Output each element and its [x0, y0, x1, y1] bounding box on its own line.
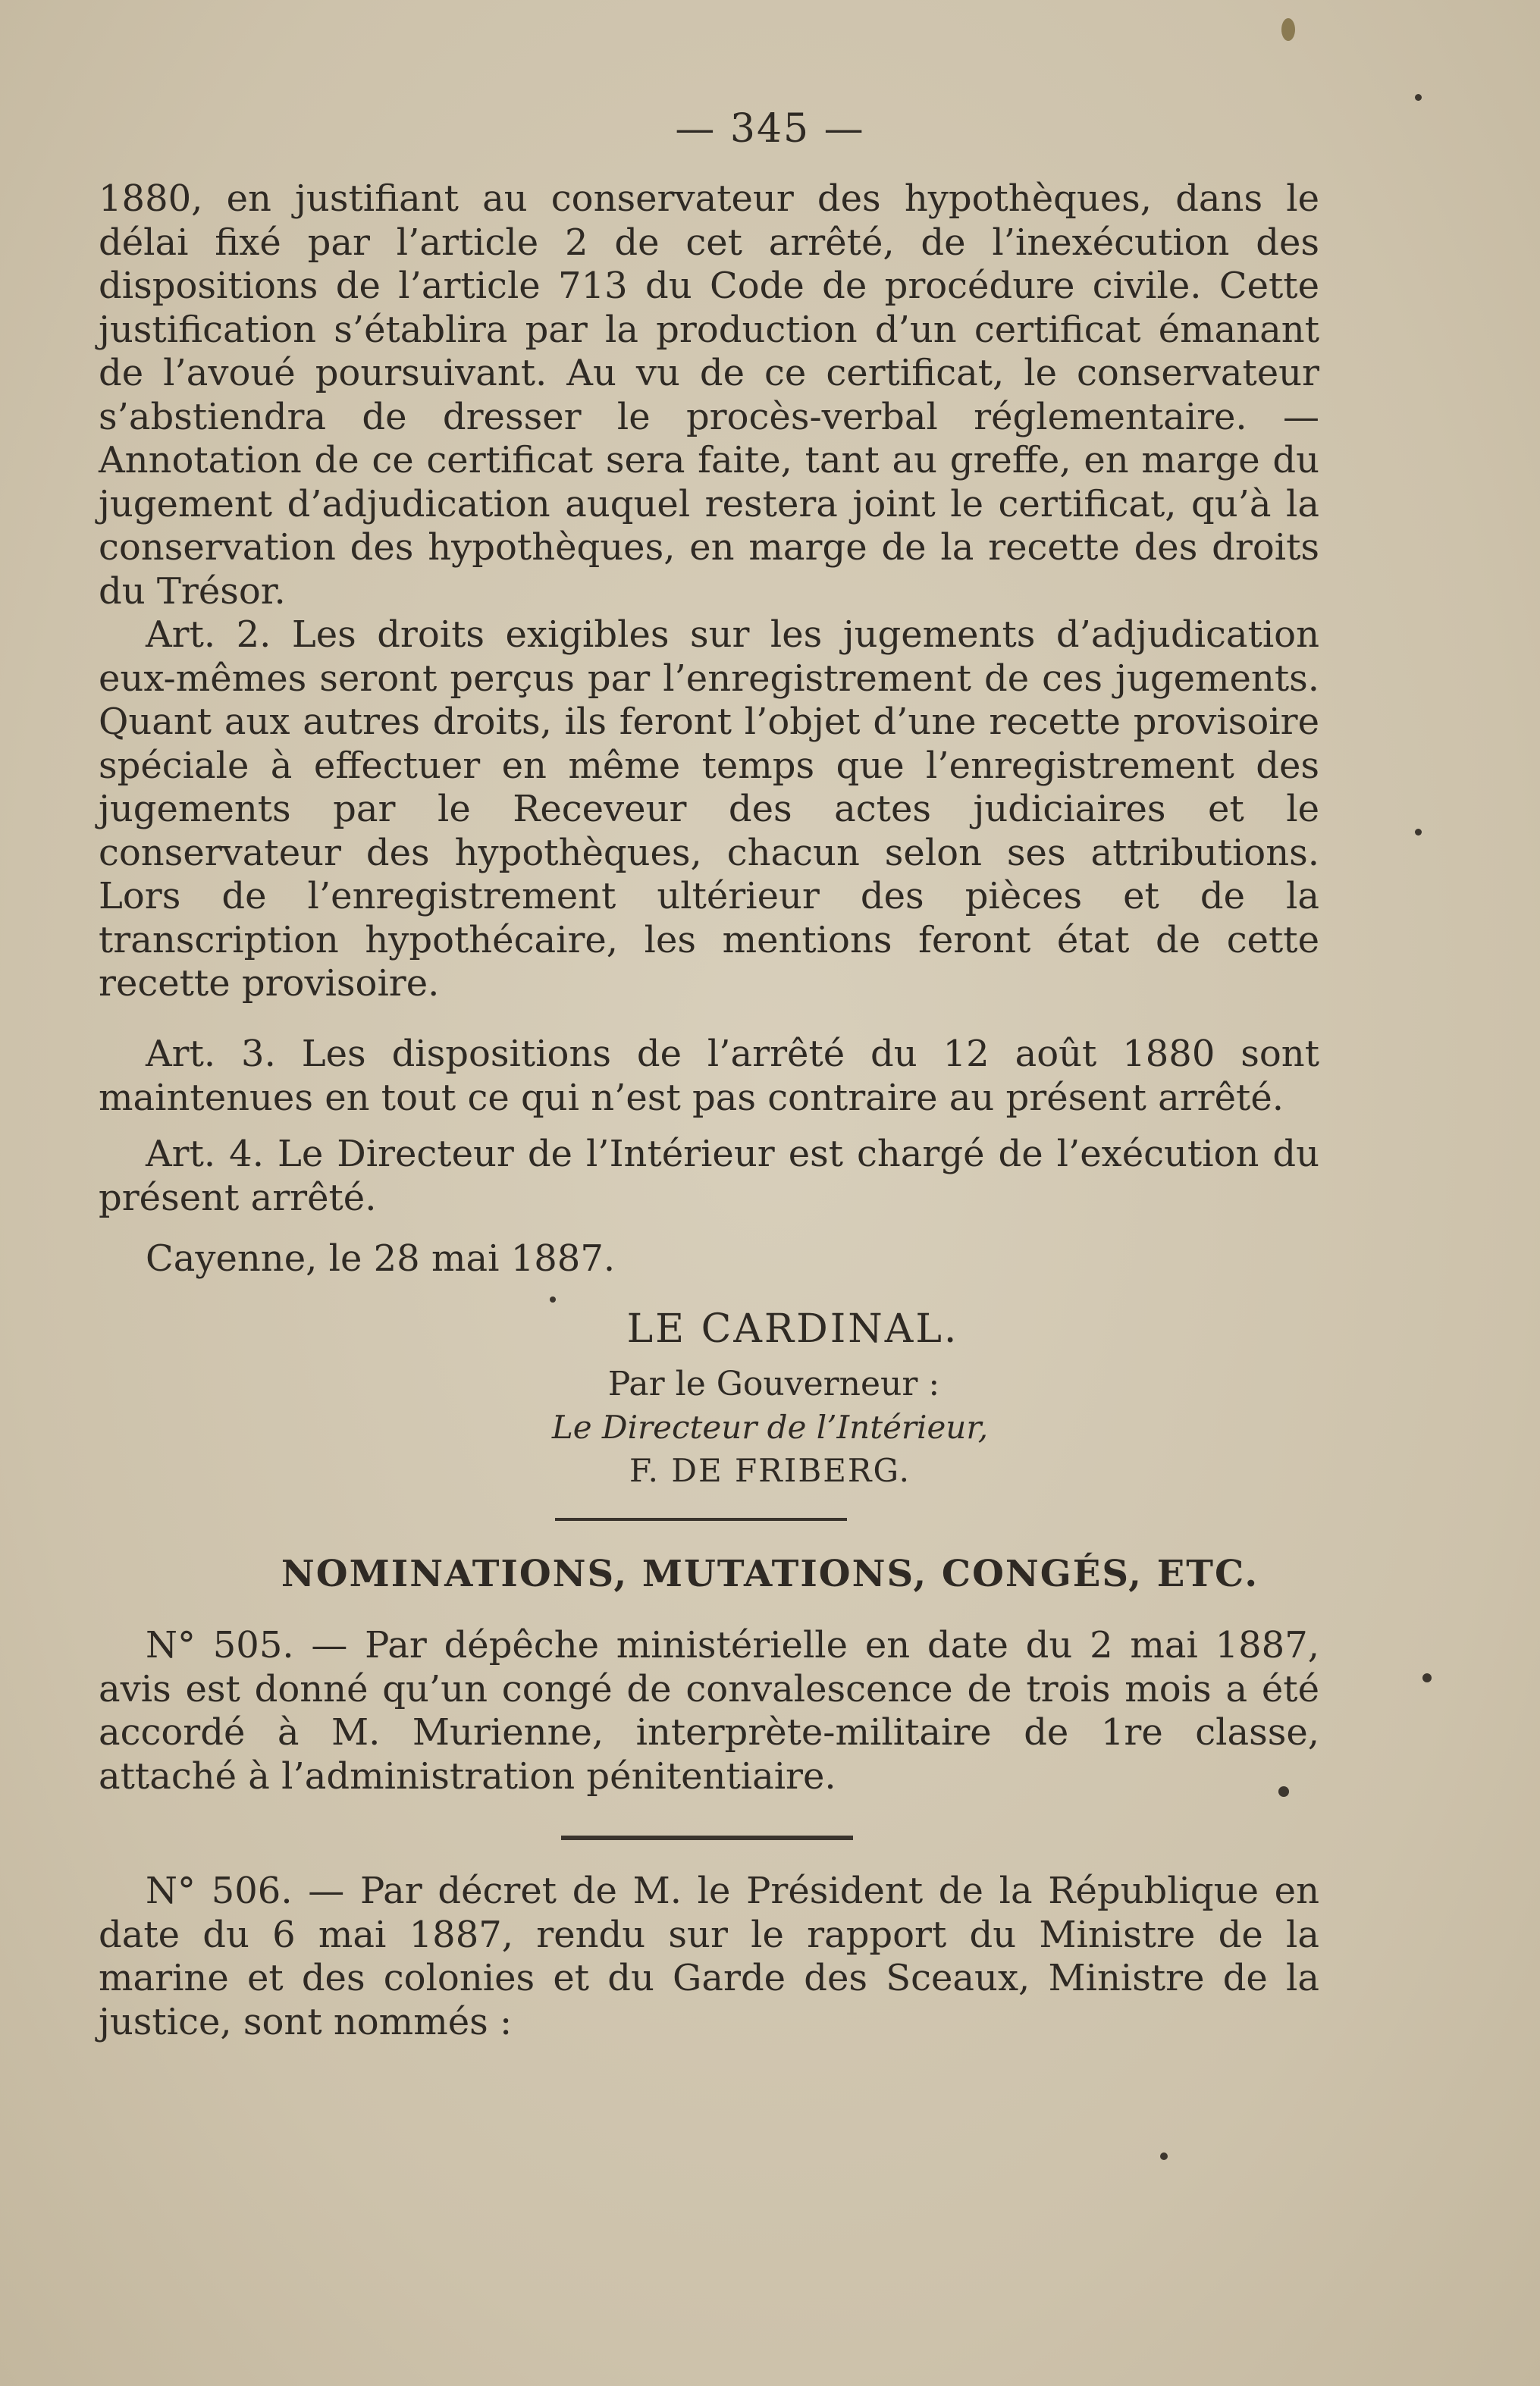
entry-505: N° 505. — Par dépêche ministérielle en date du 2 mai 1887, avis est donné qu’un congé de convalescence de trois mois a été accordé à M. Murienne, interprète-militaire de 1re classe, attaché à l’administration pénitentiaire. [99, 1624, 1319, 1798]
section-heading: NOMINATIONS, MUTATIONS, CONGÉS, ETC. [281, 1553, 1259, 1595]
article-4: Art. 4. Le Directeur de l’Intérieur est chargé de l’exécution du présent arrêté. [99, 1133, 1319, 1219]
separator-rule [561, 1836, 853, 1840]
decree-body-top [99, 177, 1319, 1006]
place-date-block [99, 1237, 1319, 1281]
paper-speck [1160, 2152, 1168, 2160]
signatory-name: LE CARDINAL. [626, 1306, 959, 1352]
entry-505-block [99, 1624, 1319, 1798]
article-2: Art. 2. Les droits exigibles sur les jugements d’adjudication eux-mêmes seront perçus par l’enregistrement de ces jugements. Quant aux autres droits, ils feront l’objet d’une recette provisoire spéciale à effectuer en même temps que l’enregistrement des jugements par le Receveur des actes judiciaires et le conservateur des hypothèques, chacun selon ses attributions. Lors de l’enregistrement ultérieur des pièces et de la transcription hypothécaire, les mentions feront état de cette recette provisoire. [99, 613, 1319, 1005]
paper-speck [550, 1296, 556, 1303]
signatory-by-line: Par le Gouverneur : [607, 1365, 940, 1403]
signatory-person: F. DE FRIBERG. [629, 1452, 911, 1489]
paper-speck [1281, 18, 1295, 41]
signatory-title: Le Directeur de l’Intérieur, [551, 1409, 989, 1446]
article-3: Art. 3. Les dispositions de l’arrêté du 12 août 1880 sont maintenues en tout ce qui n’est pas contraire au présent arrêté. [99, 1033, 1319, 1119]
entry-506-block [99, 1870, 1319, 2044]
paper-speck [1422, 1673, 1432, 1682]
entry-506: N° 506. — Par décret de M. le Président de la République en date du 6 mai 1887, rendu sur le rapport du Ministre de la marine et des colonies et du Garde des Sceaux, Ministre de la justice, sont nommés : [99, 1870, 1319, 2043]
place-date: Cayenne, le 28 mai 1887. [146, 1237, 616, 1280]
paper-speck [1415, 94, 1422, 101]
paragraph-continuation: 1880, en justifiant au conservateur des hypothèques, dans le délai fixé par l’article 2 de cet arrêté, de l’inexécution des dispositions de l’article 713 du Code de procédure civile. Cette justification s’établira par la production d’un certificat émanant de l’avoué poursuivant. Au vu de ce certificat, le conservateur s’abstiendra de dresser le procès-verbal réglementaire. — Annotation de ce certificat sera faite, tant au greffe, en marge du jugement d’adjudication auquel restera joint le certificat, qu’à la conservation des hypothèques, en marge de la recette des droits du Trésor. [99, 177, 1319, 613]
article-3-block [99, 1033, 1319, 1120]
page-number: — 345 — [675, 106, 865, 152]
paper-speck [1278, 1786, 1289, 1797]
paper-speck [1415, 829, 1422, 836]
article-4-block [99, 1133, 1319, 1220]
separator-rule [555, 1518, 847, 1521]
